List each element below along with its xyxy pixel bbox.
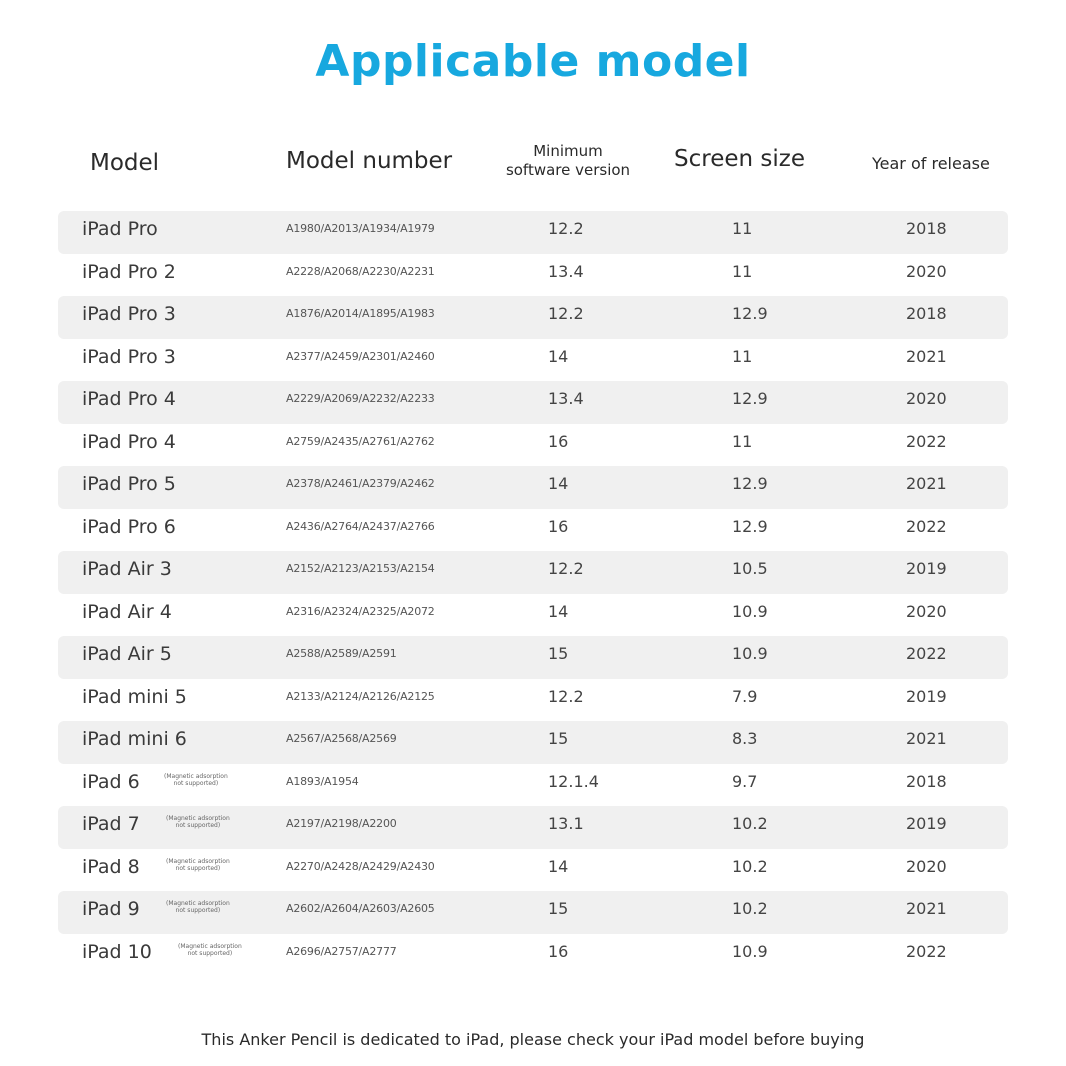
cell-year: 2020 bbox=[906, 601, 947, 621]
table-row bbox=[58, 891, 1008, 934]
cell-model-number: A2197/A2198/A2200 bbox=[286, 817, 397, 830]
table-row bbox=[58, 296, 1008, 339]
cell-min-version: 14 bbox=[548, 474, 569, 493]
cell-min-version: 13.4 bbox=[548, 261, 584, 281]
cell-model-note-line1: (Magnetic adsorption bbox=[166, 857, 230, 865]
cell-year: 2020 bbox=[906, 261, 947, 281]
cell-model: iPad Air 4 bbox=[82, 600, 172, 623]
cell-screen-size: 10.9 bbox=[732, 941, 768, 961]
table-row bbox=[58, 594, 1008, 637]
cell-model: iPad 10 bbox=[82, 940, 152, 963]
cell-screen-size: 10.2 bbox=[732, 856, 768, 876]
table-row bbox=[58, 339, 1008, 382]
cell-model: iPad Air 3 bbox=[82, 558, 172, 580]
cell-screen-size: 10.9 bbox=[732, 601, 768, 621]
cell-model-number: A1876/A2014/A1895/A1983 bbox=[286, 307, 435, 320]
table-row bbox=[58, 679, 1008, 722]
cell-year: 2022 bbox=[906, 941, 947, 961]
cell-model-number: A2378/A2461/A2379/A2462 bbox=[286, 477, 435, 490]
table-row bbox=[58, 551, 1008, 594]
cell-model: iPad Pro 3 bbox=[82, 303, 176, 325]
cell-screen-size: 10.5 bbox=[732, 559, 768, 578]
cell-screen-size: 11 bbox=[732, 431, 753, 451]
cell-min-version: 12.2 bbox=[548, 559, 584, 578]
header-min-software bbox=[490, 142, 646, 180]
cell-min-version: 12.2 bbox=[548, 686, 584, 706]
cell-min-version: 16 bbox=[548, 431, 569, 451]
cell-model: iPad Pro 6 bbox=[82, 515, 176, 538]
header-model-number: Model number bbox=[286, 148, 453, 174]
cell-min-version: 14 bbox=[548, 346, 569, 366]
cell-year: 2019 bbox=[906, 559, 947, 578]
cell-min-version: 12.1.4 bbox=[548, 771, 599, 791]
cell-model-number: A1893/A1954 bbox=[286, 774, 359, 788]
cell-model: iPad Air 5 bbox=[82, 643, 172, 665]
table-row bbox=[58, 466, 1008, 509]
cell-model: iPad Pro 5 bbox=[82, 473, 176, 495]
cell-screen-size: 9.7 bbox=[732, 771, 758, 791]
table-row bbox=[58, 636, 1008, 679]
cell-model-note bbox=[166, 900, 230, 914]
cell-model: iPad 7 bbox=[82, 813, 140, 835]
cell-model: iPad mini 5 bbox=[82, 685, 187, 708]
table-row bbox=[58, 254, 1008, 297]
cell-screen-size: 11 bbox=[732, 346, 753, 366]
table-row bbox=[58, 721, 1008, 764]
footer-note: This Anker Pencil is dedicated to iPad, please check your iPad model before buying bbox=[201, 1030, 865, 1049]
cell-year: 2018 bbox=[906, 219, 947, 238]
table-row bbox=[58, 211, 1008, 254]
cell-model-number: A1980/A2013/A1934/A1979 bbox=[286, 222, 435, 235]
cell-year: 2021 bbox=[906, 474, 947, 493]
cell-screen-size: 12.9 bbox=[732, 389, 768, 408]
table-row bbox=[58, 764, 1008, 807]
table-row bbox=[58, 806, 1008, 849]
cell-screen-size: 10.2 bbox=[732, 814, 768, 833]
cell-model-number: A2696/A2757/A2777 bbox=[286, 944, 397, 958]
cell-model-number: A2436/A2764/A2437/A2766 bbox=[286, 519, 435, 533]
header-min-software-line2: software version bbox=[505, 161, 631, 179]
cell-year: 2022 bbox=[906, 431, 947, 451]
cell-model-number: A2228/A2068/A2230/A2231 bbox=[286, 264, 435, 278]
cell-model-note-line2: not supported) bbox=[175, 822, 221, 829]
cell-model-number: A2377/A2459/A2301/A2460 bbox=[286, 349, 435, 363]
cell-screen-size: 11 bbox=[732, 261, 753, 281]
cell-model-note-line1: (Magnetic adsorption bbox=[166, 900, 230, 907]
cell-model-number: A2270/A2428/A2429/A2430 bbox=[286, 859, 435, 873]
cell-model: iPad Pro 4 bbox=[82, 388, 176, 410]
cell-model-number: A2602/A2604/A2603/A2605 bbox=[286, 902, 435, 915]
cell-model-number: A2152/A2123/A2153/A2154 bbox=[286, 562, 435, 575]
cell-year: 2019 bbox=[906, 814, 947, 833]
cell-min-version: 16 bbox=[548, 516, 569, 536]
cell-model-note-line1: (Magnetic adsorption bbox=[166, 815, 230, 822]
table-row bbox=[58, 849, 1008, 892]
cell-model-number: A2759/A2435/A2761/A2762 bbox=[286, 434, 435, 448]
cell-model-number: A2567/A2568/A2569 bbox=[286, 732, 397, 745]
cell-model-number: A2229/A2069/A2232/A2233 bbox=[286, 392, 435, 405]
cell-year: 2021 bbox=[906, 899, 947, 918]
header-min-software-line1: Minimum bbox=[533, 142, 603, 160]
cell-min-version: 15 bbox=[548, 644, 569, 663]
cell-model: iPad 8 bbox=[82, 855, 140, 878]
cell-model-note bbox=[178, 943, 242, 957]
cell-screen-size: 12.9 bbox=[732, 474, 768, 493]
cell-model-number: A2316/A2324/A2325/A2072 bbox=[286, 604, 435, 618]
cell-min-version: 12.2 bbox=[548, 219, 584, 238]
table-row bbox=[58, 381, 1008, 424]
cell-screen-size: 10.2 bbox=[732, 899, 768, 918]
cell-min-version: 14 bbox=[548, 856, 569, 876]
cell-model-note bbox=[164, 773, 228, 787]
cell-min-version: 13.4 bbox=[548, 389, 584, 408]
cell-year: 2021 bbox=[906, 729, 947, 748]
header-screen-size: Screen size bbox=[674, 146, 805, 172]
cell-year: 2022 bbox=[906, 516, 947, 536]
cell-min-version: 12.2 bbox=[548, 304, 584, 323]
table-body bbox=[58, 211, 1008, 976]
cell-model: iPad 9 bbox=[82, 898, 140, 920]
cell-screen-size: 12.9 bbox=[732, 516, 768, 536]
cell-model-note-line1: (Magnetic adsorption bbox=[178, 942, 242, 950]
cell-model: iPad 6 bbox=[82, 770, 140, 793]
cell-model-note-line2: not supported) bbox=[187, 949, 233, 957]
cell-screen-size: 8.3 bbox=[732, 729, 758, 748]
table-header bbox=[60, 140, 1008, 190]
cell-model-number: A2588/A2589/A2591 bbox=[286, 647, 397, 660]
cell-model-note bbox=[166, 858, 230, 872]
table-row bbox=[58, 934, 1008, 977]
page-title: Applicable model bbox=[315, 36, 751, 87]
cell-year: 2021 bbox=[906, 346, 947, 366]
cell-year: 2018 bbox=[906, 304, 947, 323]
cell-min-version: 15 bbox=[548, 729, 569, 748]
cell-min-version: 13.1 bbox=[548, 814, 584, 833]
table-row bbox=[58, 509, 1008, 552]
cell-min-version: 15 bbox=[548, 899, 569, 918]
cell-year: 2019 bbox=[906, 686, 947, 706]
header-year: Year of release bbox=[872, 154, 990, 173]
cell-model: iPad Pro 2 bbox=[82, 260, 176, 283]
table-row bbox=[58, 424, 1008, 467]
cell-year: 2020 bbox=[906, 856, 947, 876]
cell-min-version: 14 bbox=[548, 601, 569, 621]
header-model: Model bbox=[90, 150, 160, 176]
cell-min-version: 16 bbox=[548, 941, 569, 961]
cell-year: 2018 bbox=[906, 771, 947, 791]
cell-screen-size: 10.9 bbox=[732, 644, 768, 663]
cell-model: iPad mini 6 bbox=[82, 728, 187, 750]
cell-model-note-line2: not supported) bbox=[175, 864, 221, 872]
cell-screen-size: 7.9 bbox=[732, 686, 758, 706]
cell-year: 2020 bbox=[906, 389, 947, 408]
cell-model-note-line1: (Magnetic adsorption bbox=[164, 772, 228, 780]
cell-model-note-line2: not supported) bbox=[175, 907, 221, 914]
cell-model: iPad Pro bbox=[82, 218, 158, 240]
cell-model: iPad Pro 3 bbox=[82, 345, 176, 368]
cell-model-number: A2133/A2124/A2126/A2125 bbox=[286, 689, 435, 703]
cell-model-note-line2: not supported) bbox=[173, 779, 219, 787]
cell-screen-size: 11 bbox=[732, 219, 753, 238]
cell-year: 2022 bbox=[906, 644, 947, 663]
cell-model-note bbox=[166, 815, 230, 829]
cell-model: iPad Pro 4 bbox=[82, 430, 176, 453]
cell-screen-size: 12.9 bbox=[732, 304, 768, 323]
